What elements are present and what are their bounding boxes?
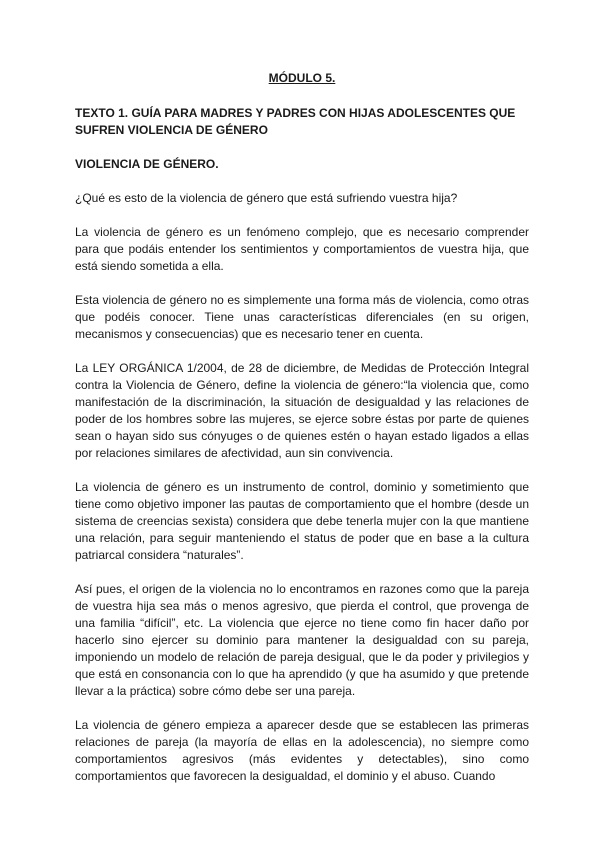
section-title: VIOLENCIA DE GÉNERO. bbox=[75, 157, 219, 171]
paragraph-first-relationships: La violencia de género empieza a aparecer desde que se establecen las primeras relaciones de pareja (la mayoría de ellas en la adolescencia), no siempre como comportamientos agresivos (más evidentes y detectables), sino como comportamientos que favorecen la desigualdad, el dominio y el abuso. Cuando bbox=[75, 718, 529, 783]
paragraph-organic-law: La LEY ORGÁNICA 1/2004, de 28 de diciembre, de Medidas de Protección Integral contra la Violencia de Género, define la violencia de género:“la violencia que, como manifestación de la discriminación, la situación de desigualdad y las relaciones de poder de los hombres sobre las mujeres, se ejerce sobre éstas por parte de quienes sean o hayan sido sus cónyuges o de quienes estén o hayan estado ligados a ellas por relaciones similares de afectividad, aun sin convivencia. bbox=[75, 361, 529, 460]
paragraph-control-instrument: La violencia de género es un instrumento de control, dominio y sometimiento que tiene como objetivo imponer las pautas de comportamiento que el hombre (desde un sistema de creencias sexista) considera que debe tenerla mujer con la que mantiene una relación, para seguir manteniendo el status de poder que en base a la cultura patriarcal considera “naturales”. bbox=[75, 480, 529, 562]
paragraph-question: ¿Qué es esto de la violencia de género que está sufriendo vuestra hija? bbox=[75, 191, 458, 205]
paragraph-origin: Así pues, el origen de la violencia no lo encontramos en razones como que la pareja de vuestra hija sea más o menos agresivo, que pierda el control, que provenga de una familia “difícil”, etc. La violencia que ejerce no tiene como fin hacer daño por hacerlo sino ejercer su dominio para mantener la desigualdad con su pareja, imponiendo un modelo de relación de pareja desigual, que le da poder y privilegios y que está en consonancia con lo que ha aprendido (y que ha asumido y que pretende llevar a la práctica) sobre cómo debe ser una pareja. bbox=[75, 582, 529, 698]
paragraph-complex-phenomenon: La violencia de género es un fenómeno complejo, que es necesario comprender para que podáis entender los sentimientos y comportamientos de vuestra hija, que está siendo sometida a ella. bbox=[75, 225, 529, 273]
module-title: MÓDULO 5. bbox=[268, 71, 336, 85]
paragraph-characteristics: Esta violencia de género no es simplemente una forma más de violencia, como otras que podéis conocer. Tiene unas características diferenciales (en su origen, mecanismos y consecuencias) que es necesario tener en cuenta. bbox=[75, 293, 529, 341]
text-title: TEXTO 1. GUÍA PARA MADRES Y PADRES CON HIJAS ADOLESCENTES QUE SUFREN VIOLENCIA DE GÉNERO bbox=[75, 106, 516, 137]
document-page bbox=[75, 70, 529, 802]
